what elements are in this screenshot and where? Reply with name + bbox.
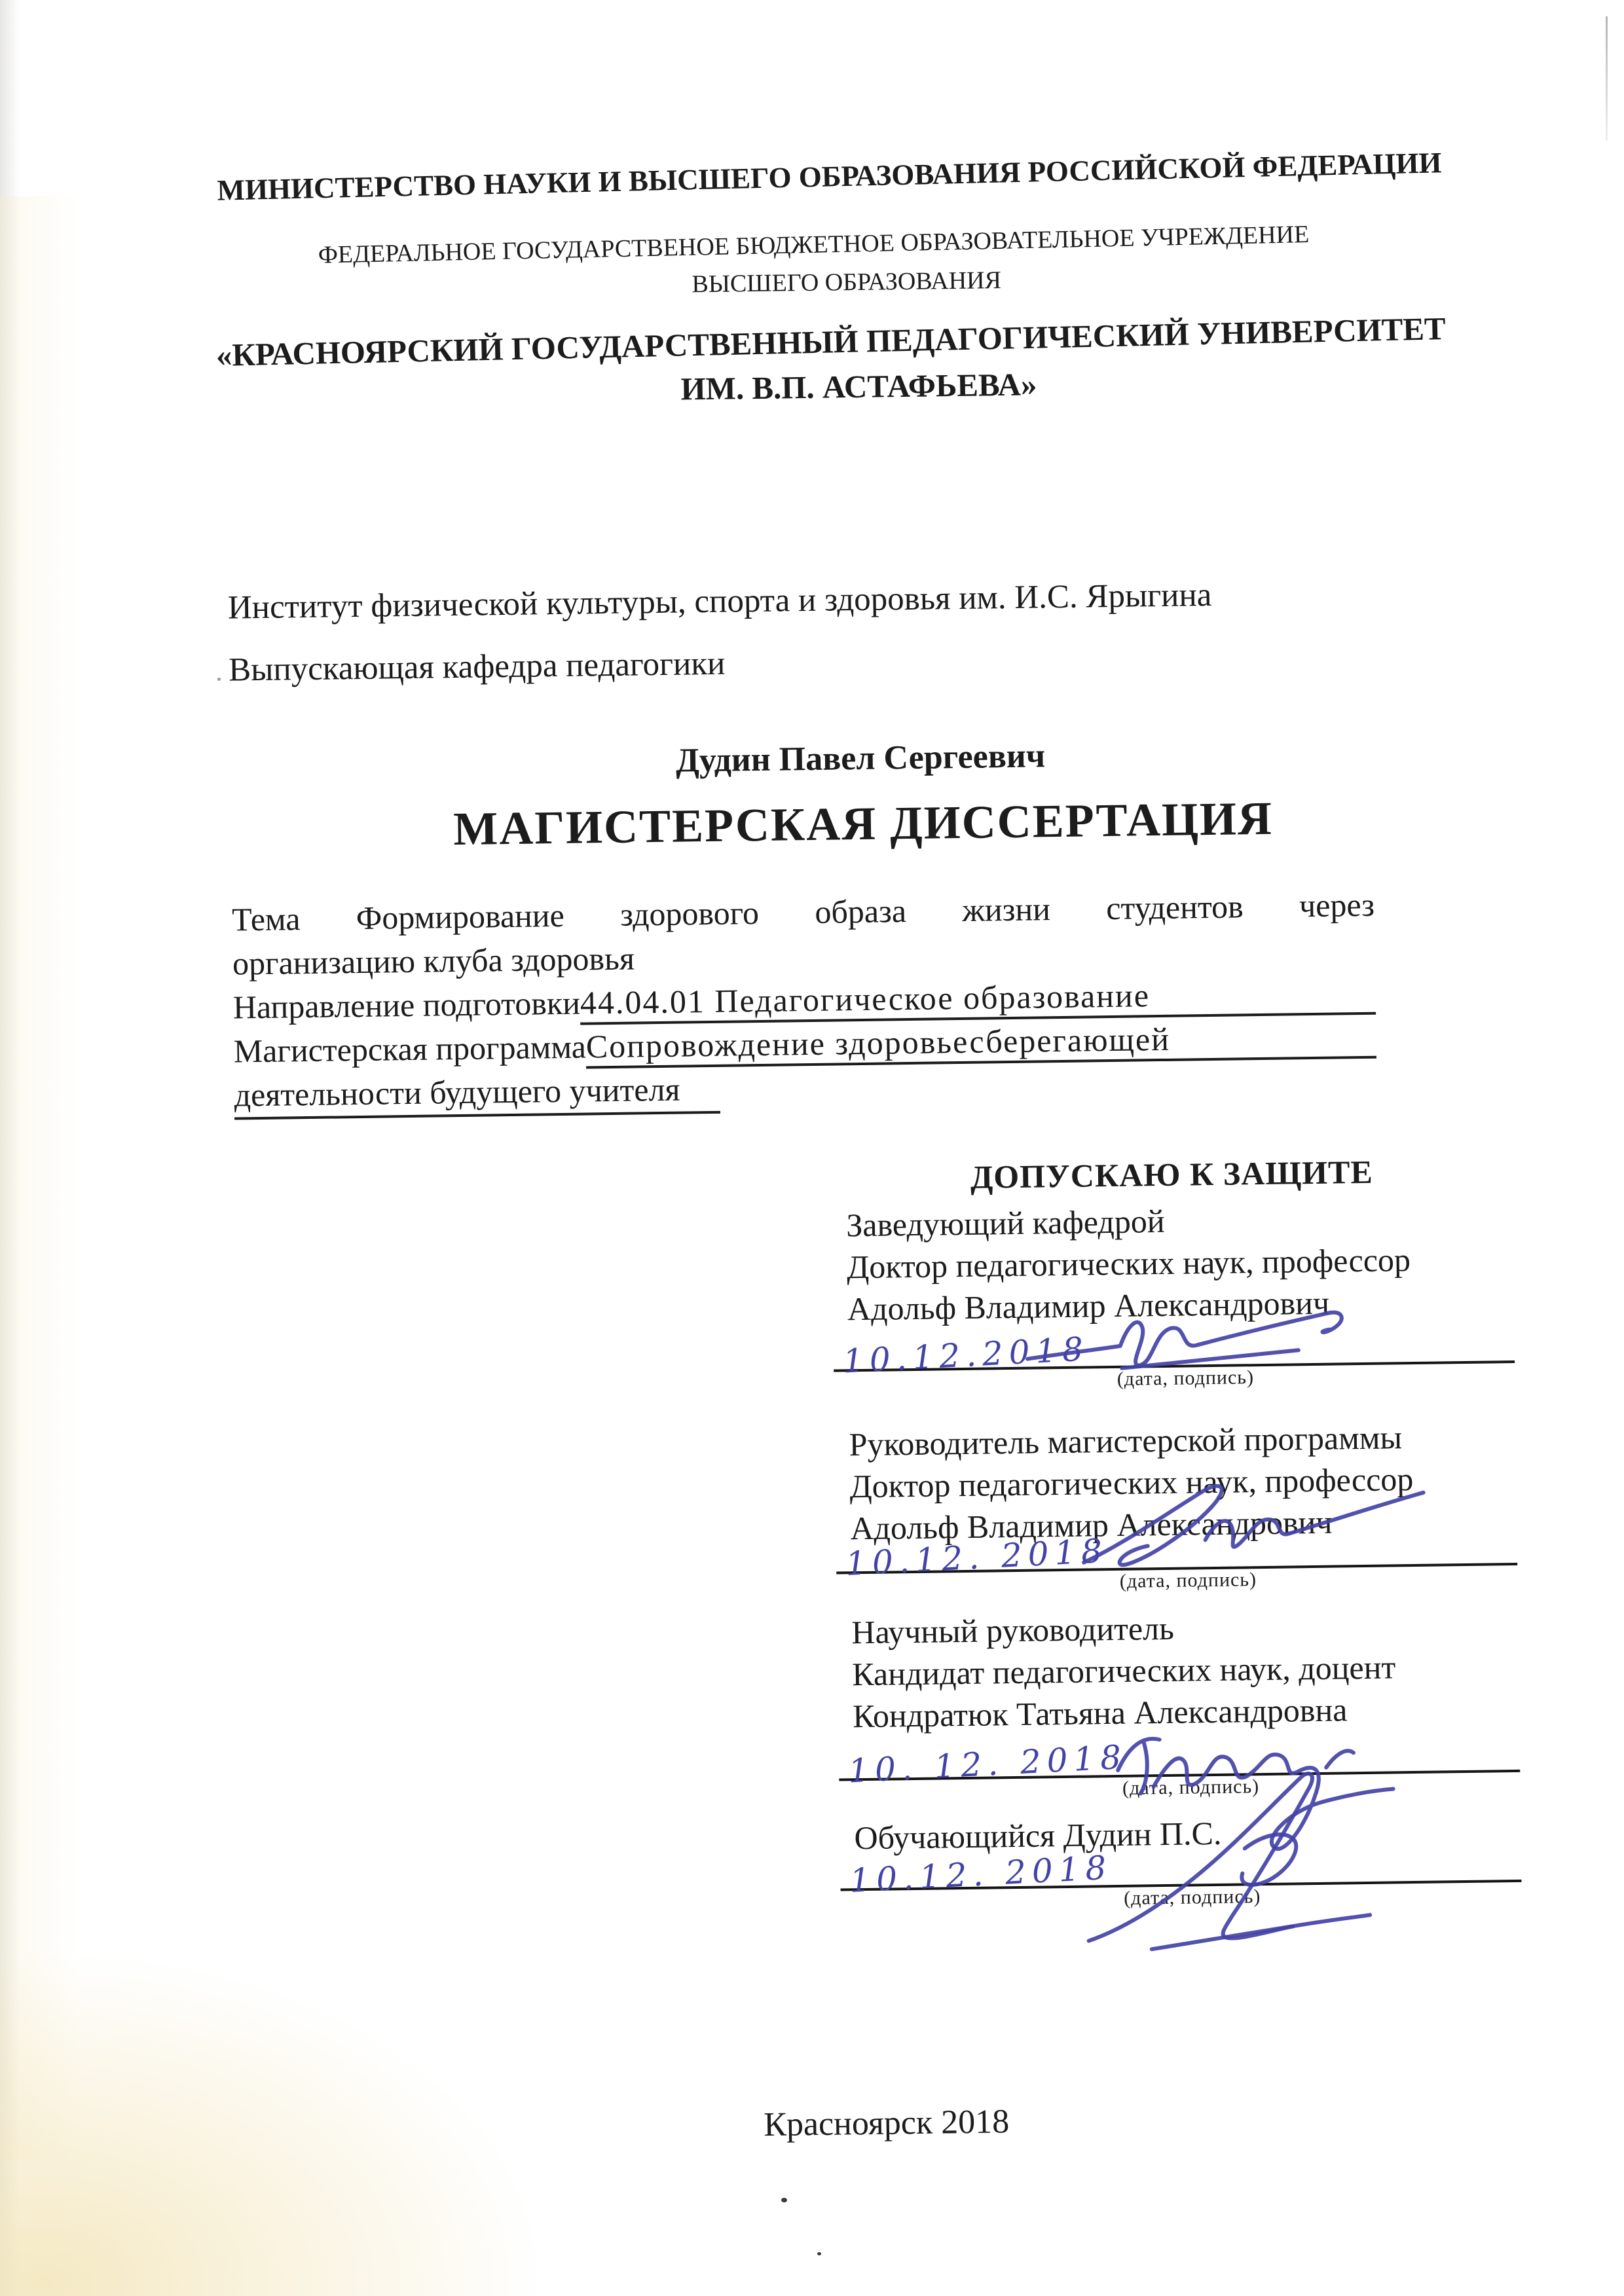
direction-label: Направление подготовки bbox=[232, 984, 581, 1026]
role-head-of-department: Заведующий кафедрой bbox=[845, 1202, 1165, 1244]
institution-type-line-1: ФЕДЕРАЛЬНОЕ ГОСУДАРСТВЕНОЕ БЮДЖЕТНОЕ ОБРАЗОВАТЕЛЬНОЕ УЧРЕЖДЕНИЕ bbox=[318, 220, 1310, 269]
graduating-department: Выпускающая кафедра педагогики bbox=[228, 645, 726, 689]
role-program-supervisor: Руководитель магистерской программы bbox=[849, 1419, 1403, 1463]
person-name: Адольф Владимир Александрович bbox=[847, 1284, 1330, 1328]
ministry-heading: МИНИСТЕРСТВО НАУКИ И ВЫСШЕГО ОБРАЗОВАНИЯ РОССИЙСКОЙ ФЕДЕРАЦИИ bbox=[216, 146, 1443, 207]
program-value-line-1: Сопровождение здоровьесберегающей bbox=[585, 1015, 1376, 1069]
approval-block bbox=[831, 1151, 1522, 1914]
date-signature-label: (дата, подпись) bbox=[1123, 1886, 1261, 1909]
date-signature-label: (дата, подпись) bbox=[1122, 1776, 1260, 1799]
institution-type-line-2: ВЫСШЕГО ОБРАЗОВАНИЯ bbox=[692, 266, 1002, 299]
person-name: Кондратюк Татьяна Александровна bbox=[852, 1691, 1348, 1735]
theme-line-2: организацию клуба здоровья bbox=[232, 939, 635, 982]
program-label: Магистерская программа bbox=[233, 1028, 587, 1070]
person-name: Адольф Владимир Александрович bbox=[849, 1503, 1333, 1547]
program-value-line-2: деятельности будущего учителя bbox=[234, 1067, 720, 1120]
degree-line: Кандидат педагогических наук, доцент bbox=[851, 1649, 1396, 1693]
thesis-title: МАГИСТЕРСКАЯ ДИССЕРТАЦИЯ bbox=[452, 792, 1274, 856]
role-scientific-advisor: Научный руководитель bbox=[851, 1609, 1175, 1651]
date-signature-label: (дата, подпись) bbox=[1116, 1366, 1255, 1390]
city-year: Красноярск 2018 bbox=[763, 2103, 1010, 2144]
author-name: Дудин Павел Сергеевич bbox=[675, 737, 1046, 780]
institute-name: Институт физической культуры, спорта и здоровья им. И.С. Ярыгина bbox=[227, 576, 1212, 627]
date-signature-label: (дата, подпись) bbox=[1119, 1569, 1257, 1592]
handwritten-date: 10.12. 2018 bbox=[844, 1531, 1109, 1584]
university-name-line-2: ИМ. В.П. АСТАФЬЕВА» bbox=[680, 366, 1037, 407]
direction-value: 44.04.01 Педагогическое образование bbox=[580, 971, 1376, 1025]
role-student: Обучающийся Дудин П.С. bbox=[854, 1814, 1222, 1857]
university-name-line-1: «КРАСНОЯРСКИЙ ГОСУДАРСТВЕННЫЙ ПЕДАГОГИЧЕСКИЙ УНИВЕРСИТЕТ bbox=[215, 310, 1447, 373]
thesis-info-block bbox=[232, 883, 1377, 1118]
handwritten-date: 10. 12. 2018 bbox=[847, 1738, 1128, 1791]
theme-line-1: Тема Формирование здорового образа жизни студентов через bbox=[231, 886, 1375, 938]
approval-heading: ДОПУСКАЮ К ЗАЩИТЕ bbox=[970, 1153, 1374, 1195]
handwritten-date: 10.12. 2018 bbox=[849, 1848, 1113, 1900]
handwritten-date: 10.12.2018 bbox=[841, 1330, 1090, 1381]
degree-line: Доктор педагогических наук, профессор bbox=[849, 1461, 1414, 1505]
degree-line: Доктор педагогических наук, профессор bbox=[846, 1241, 1411, 1286]
